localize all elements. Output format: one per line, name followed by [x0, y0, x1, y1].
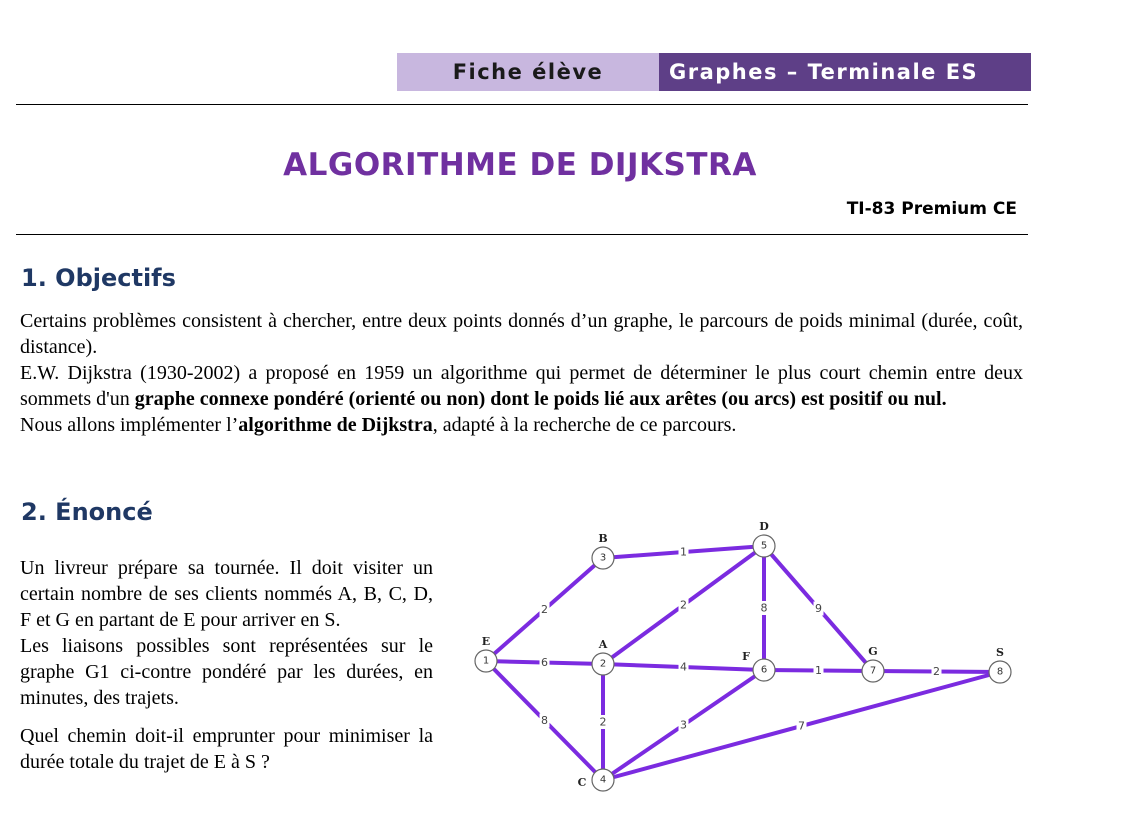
edge-weight-e-c: 8 [541, 714, 548, 727]
calculator-model: TI-83 Premium CE [846, 199, 1017, 219]
edge-weight-e-b: 2 [541, 603, 548, 616]
vertex-number-g: 7 [869, 665, 877, 677]
p3-text-pre: Nous allons implémenter l’ [20, 414, 239, 436]
vertex-number-a: 2 [599, 658, 607, 670]
section-objectifs-heading: 1. Objectifs [21, 264, 176, 292]
vertex-label-s: S [996, 646, 1004, 659]
edge-weight-c-s: 7 [798, 719, 805, 733]
vertex-label-f: F [742, 650, 750, 663]
p2-text: E.W. Dijkstra (1930-2002) a proposé en 1959 un algorithme qui permet de déterminer le plus court chemin entre deux sommets d'un [20, 362, 1023, 410]
edge-weight-b-d: 1 [680, 545, 687, 559]
vertex-number-c: 4 [599, 774, 607, 786]
vertex-label-a: A [598, 638, 608, 651]
p2-bold-text: graphe connexe pondéré (orienté ou non) dont le poids lié aux arêtes (ou arcs) est positif ou nul. [134, 388, 947, 410]
vertex-number-b: 3 [599, 552, 607, 564]
enonce-paragraph-2: Les liaisons possibles sont représentées sur le graphe G1 ci-contre pondéré par les durées, en minutes, des trajets. [20, 635, 433, 709]
edge-weight-a-d: 2 [680, 598, 687, 612]
course-label: Graphes – Terminale ES [659, 53, 1031, 91]
enonce-text [20, 555, 433, 775]
title-divider [16, 234, 1028, 235]
edge-weight-a-f: 4 [680, 660, 687, 674]
vertex-label-e: E [481, 635, 491, 648]
edge-weight-a-c: 2 [599, 715, 607, 729]
header-divider [16, 104, 1028, 105]
objectifs-paragraph-3 [20, 412, 1023, 438]
vertex-label-d: D [759, 520, 769, 533]
vertex-label-b: B [598, 532, 608, 545]
page-title: ALGORITHME DE DIJKSTRA [283, 147, 757, 183]
vertex-number-s: 8 [996, 666, 1004, 678]
objectifs-paragraph-1: Certains problèmes consistent à chercher, entre deux points donnés d’un graphe, le parcours de poids minimal (durée, coût, distance). [20, 310, 1023, 358]
enonce-question: Quel chemin doit-il emprunter pour minimiser la durée totale du trajet de E à S ? [20, 725, 433, 773]
edge-weight-d-f: 8 [760, 601, 768, 615]
vertex-label-c: C [577, 776, 587, 789]
enonce-paragraph-1: Un livreur prépare sa tournée. Il doit visiter un certain nombre de ses clients nommés A, B, C, D, F et G en partant de E pour arriver en S. [20, 557, 433, 631]
sheet-type-label: Fiche élève [397, 53, 659, 91]
edge-weight-f-g: 1 [815, 664, 822, 677]
edge-weight-c-f: 3 [680, 718, 687, 732]
edge-weight-e-a: 6 [541, 656, 548, 669]
objectifs-paragraph-2 [20, 360, 1023, 412]
vertex-number-e: 1 [482, 655, 490, 667]
p3-bold-text: algorithme de Dijkstra [238, 414, 433, 436]
section-enonce-heading: 2. Énoncé [21, 498, 153, 526]
graph-g1 [462, 516, 1022, 798]
vertex-label-g: G [868, 645, 878, 658]
edge-weight-g-s: 2 [933, 665, 940, 678]
objectifs-text [20, 308, 1023, 438]
vertex-number-d: 5 [760, 540, 768, 552]
p3-text-post: , adapté à la recherche de ce parcours. [432, 414, 737, 436]
edge-weight-d-g: 9 [815, 602, 822, 615]
vertex-number-f: 6 [760, 664, 768, 676]
